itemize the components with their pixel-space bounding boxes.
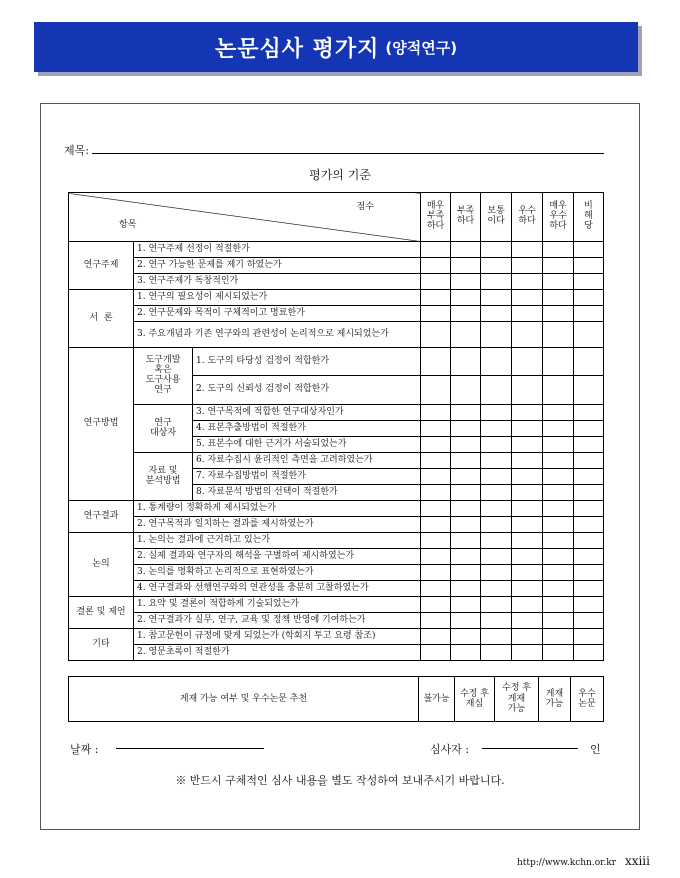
- rating-cell[interactable]: [574, 306, 604, 322]
- criterion-item: 2. 연구문제와 목적이 구체적이고 명료한가: [134, 306, 421, 322]
- rating-cell[interactable]: [421, 597, 451, 613]
- title-label: 제목:: [64, 144, 89, 157]
- rating-cell[interactable]: [512, 485, 543, 501]
- rating-cell[interactable]: [543, 645, 574, 661]
- rating-cell[interactable]: [451, 645, 481, 661]
- rating-cell[interactable]: [481, 533, 512, 549]
- criteria-heading: 평가의 기준: [309, 168, 371, 182]
- criterion-item: 2. 연구 가능한 문제를 제기 하였는가: [134, 258, 421, 274]
- rating-cell[interactable]: [451, 469, 481, 485]
- table-row: [69, 581, 604, 597]
- rating-cell[interactable]: [512, 517, 543, 533]
- rating-cell[interactable]: [451, 597, 481, 613]
- table-row: [69, 290, 604, 306]
- rating-cell[interactable]: [574, 242, 604, 258]
- rating-cell[interactable]: [543, 485, 574, 501]
- rating-cell[interactable]: [481, 437, 512, 453]
- rating-cell[interactable]: [512, 437, 543, 453]
- rating-cell[interactable]: [543, 469, 574, 485]
- criterion-item: 2. 연구목적과 일치하는 결과를 제시하였는가: [134, 517, 421, 533]
- criterion-item: 3. 주요개념과 기존 연구와의 관련성이 논리적으로 제시되었는가: [134, 322, 421, 348]
- rating-cell[interactable]: [512, 405, 543, 421]
- rating-cell[interactable]: [421, 405, 451, 421]
- criterion-item: 1. 연구의 필요성이 제시되었는가: [134, 290, 421, 306]
- criterion-item: 4. 연구결과와 선행연구와의 연관성을 충분히 고찰하였는가: [134, 581, 421, 597]
- rating-cell[interactable]: [421, 274, 451, 290]
- rating-cell[interactable]: [574, 290, 604, 306]
- rating-cell[interactable]: [481, 290, 512, 306]
- rating-cell[interactable]: [481, 629, 512, 645]
- rating-cell[interactable]: [481, 258, 512, 274]
- rating-cell[interactable]: [451, 485, 481, 501]
- recommendation-option[interactable]: 수정 후 게재 가능: [495, 677, 539, 722]
- rating-header: 매우 부족 하다: [421, 193, 451, 242]
- criterion-item: 2. 영문초록이 적절한가: [134, 645, 421, 661]
- rating-cell[interactable]: [421, 242, 451, 258]
- rating-cell[interactable]: [451, 322, 481, 348]
- rating-cell[interactable]: [451, 549, 481, 565]
- rating-cell[interactable]: [481, 613, 512, 629]
- rating-cell[interactable]: [543, 258, 574, 274]
- rating-cell[interactable]: [574, 645, 604, 661]
- title-field[interactable]: [64, 142, 604, 158]
- criterion-item: 1. 도구의 타당성 검정이 적합한가: [193, 348, 421, 376]
- rating-cell[interactable]: [421, 517, 451, 533]
- rating-cell[interactable]: [421, 565, 451, 581]
- subcategory-subjects: 연구 대상자: [134, 405, 193, 453]
- rating-cell[interactable]: [451, 376, 481, 405]
- category-results: 연구결과: [69, 501, 134, 533]
- date-field[interactable]: [70, 741, 98, 757]
- header-diagonal-cell: [69, 193, 421, 242]
- rating-cell[interactable]: [543, 613, 574, 629]
- rating-cell[interactable]: [421, 501, 451, 517]
- rating-cell[interactable]: [421, 613, 451, 629]
- rating-cell[interactable]: [574, 613, 604, 629]
- rating-cell[interactable]: [543, 274, 574, 290]
- table-row: [69, 274, 604, 290]
- rating-cell[interactable]: [574, 258, 604, 274]
- rating-cell[interactable]: [421, 469, 451, 485]
- rating-cell[interactable]: [512, 597, 543, 613]
- criterion-item: 8. 자료분석 방법의 선택이 적절한가: [193, 485, 421, 501]
- rating-cell[interactable]: [421, 322, 451, 348]
- form-banner: [34, 22, 638, 72]
- rating-cell[interactable]: [421, 645, 451, 661]
- rating-cell[interactable]: [574, 485, 604, 501]
- rating-cell[interactable]: [512, 376, 543, 405]
- criterion-item: 5. 표본수에 대한 근거가 서술되었는가: [193, 437, 421, 453]
- rating-cell[interactable]: [543, 565, 574, 581]
- rating-cell[interactable]: [481, 469, 512, 485]
- rating-cell[interactable]: [543, 348, 574, 376]
- rating-cell[interactable]: [451, 453, 481, 469]
- rating-cell[interactable]: [481, 581, 512, 597]
- rating-cell[interactable]: [451, 565, 481, 581]
- recommendation-label: 게재 가능 여부 및 우수논문 추천: [69, 677, 419, 722]
- rating-cell[interactable]: [512, 549, 543, 565]
- category-conclusion: 결론 및 제언: [69, 597, 134, 629]
- rating-cell[interactable]: [451, 613, 481, 629]
- category-methods: 연구방법: [69, 348, 134, 501]
- rating-cell[interactable]: [512, 469, 543, 485]
- rating-cell[interactable]: [512, 581, 543, 597]
- table-row: [69, 549, 604, 565]
- reviewer-input-line[interactable]: [482, 748, 578, 749]
- criterion-item: 7. 자료수집방법이 적절한가: [193, 469, 421, 485]
- recommendation-option[interactable]: 게재 가능: [539, 677, 571, 722]
- recommendation-table: [68, 676, 604, 722]
- rating-cell[interactable]: [543, 322, 574, 348]
- rating-cell[interactable]: [481, 485, 512, 501]
- rating-cell[interactable]: [421, 549, 451, 565]
- rating-cell[interactable]: [512, 645, 543, 661]
- table-row: [69, 405, 604, 421]
- category-research-topic: 연구주제: [69, 242, 134, 290]
- rating-cell[interactable]: [512, 274, 543, 290]
- rating-cell[interactable]: [481, 421, 512, 437]
- rating-cell[interactable]: [421, 421, 451, 437]
- category-introduction: 서 론: [69, 290, 134, 348]
- table-row: [69, 629, 604, 645]
- rating-cell[interactable]: [451, 290, 481, 306]
- rating-cell[interactable]: [481, 242, 512, 258]
- rating-cell[interactable]: [481, 376, 512, 405]
- rating-cell[interactable]: [481, 565, 512, 581]
- rating-cell[interactable]: [451, 533, 481, 549]
- subcategory-instrument: 도구개발 혹은 도구사용 연구: [134, 348, 193, 405]
- rating-cell[interactable]: [451, 437, 481, 453]
- header-items-label: 항목: [119, 220, 137, 231]
- date-input-line[interactable]: [116, 748, 264, 749]
- rating-cell[interactable]: [512, 306, 543, 322]
- rating-cell[interactable]: [574, 549, 604, 565]
- rating-cell[interactable]: [421, 629, 451, 645]
- rating-cell[interactable]: [421, 581, 451, 597]
- rating-cell[interactable]: [543, 376, 574, 405]
- rating-cell[interactable]: [481, 405, 512, 421]
- banner-title: 논문심사 평가지: [214, 36, 380, 62]
- rating-header: 보통 이다: [481, 193, 512, 242]
- page-footer: [517, 854, 650, 868]
- rating-cell[interactable]: [421, 376, 451, 405]
- rating-cell[interactable]: [421, 258, 451, 274]
- table-row: [69, 306, 604, 322]
- rating-cell[interactable]: [421, 437, 451, 453]
- rating-cell[interactable]: [451, 348, 481, 376]
- rating-cell[interactable]: [451, 405, 481, 421]
- rating-cell[interactable]: [543, 242, 574, 258]
- rating-header: 비 해 당: [574, 193, 604, 242]
- rating-cell[interactable]: [481, 645, 512, 661]
- table-row: [69, 453, 604, 469]
- rating-cell[interactable]: [574, 565, 604, 581]
- rating-cell[interactable]: [481, 348, 512, 376]
- reviewer-field[interactable]: [430, 741, 469, 757]
- rating-cell[interactable]: [481, 549, 512, 565]
- instruction-note: ※ 반드시 구체적인 심사 내용을 별도 작성하여 보내주시기 바랍니다.: [175, 774, 505, 787]
- criterion-item: 2. 연구결과가 실무, 연구, 교육 및 정책 반영에 기여하는가: [134, 613, 421, 629]
- criterion-item: 2. 도구의 신뢰성 검정이 적합한가: [193, 376, 421, 405]
- rating-cell[interactable]: [512, 258, 543, 274]
- rating-cell[interactable]: [512, 565, 543, 581]
- rating-cell[interactable]: [512, 322, 543, 348]
- rating-cell[interactable]: [481, 453, 512, 469]
- rating-cell[interactable]: [451, 501, 481, 517]
- rating-cell[interactable]: [481, 306, 512, 322]
- rating-cell[interactable]: [451, 258, 481, 274]
- rating-cell[interactable]: [543, 290, 574, 306]
- rating-cell[interactable]: [451, 629, 481, 645]
- rating-cell[interactable]: [451, 306, 481, 322]
- rating-cell[interactable]: [451, 274, 481, 290]
- rating-cell[interactable]: [481, 501, 512, 517]
- rating-cell[interactable]: [574, 469, 604, 485]
- table-header-row: [69, 193, 604, 242]
- rating-cell[interactable]: [543, 453, 574, 469]
- rating-cell[interactable]: [421, 348, 451, 376]
- rating-cell[interactable]: [543, 533, 574, 549]
- category-other: 기타: [69, 629, 134, 661]
- rating-cell[interactable]: [512, 453, 543, 469]
- rating-cell[interactable]: [574, 629, 604, 645]
- date-label: 날짜 :: [70, 743, 99, 756]
- rating-cell[interactable]: [512, 629, 543, 645]
- rating-cell[interactable]: [543, 306, 574, 322]
- rating-cell[interactable]: [574, 581, 604, 597]
- rating-cell[interactable]: [574, 348, 604, 376]
- criterion-item: 3. 연구주제가 독창적인가: [134, 274, 421, 290]
- rating-cell[interactable]: [451, 242, 481, 258]
- table-row: [69, 348, 604, 376]
- criterion-item: 3. 논의를 명확하고 논리적으로 표현하였는가: [134, 565, 421, 581]
- recommendation-option[interactable]: 우수 논문: [571, 677, 604, 722]
- rating-cell[interactable]: [421, 453, 451, 469]
- rating-cell[interactable]: [512, 290, 543, 306]
- criterion-item: 1. 통계량이 정확하게 제시되었는가: [134, 501, 421, 517]
- category-discussion: 논의: [69, 533, 134, 597]
- footer-url: http://www.kchn.or.kr: [516, 858, 617, 868]
- rating-cell[interactable]: [421, 485, 451, 501]
- recommendation-option[interactable]: 불가능: [419, 677, 455, 722]
- rating-cell[interactable]: [512, 242, 543, 258]
- rating-cell[interactable]: [574, 501, 604, 517]
- table-row: [69, 597, 604, 613]
- rating-cell[interactable]: [574, 597, 604, 613]
- rating-cell[interactable]: [481, 597, 512, 613]
- rating-cell[interactable]: [451, 421, 481, 437]
- rating-cell[interactable]: [512, 501, 543, 517]
- rating-cell[interactable]: [574, 376, 604, 405]
- table-row: [69, 322, 604, 348]
- rating-cell[interactable]: [451, 581, 481, 597]
- criterion-item: 2. 실제 결과와 연구자의 해석을 구별하여 제시하였는가: [134, 549, 421, 565]
- seal-label: 인: [590, 743, 601, 756]
- rating-cell[interactable]: [543, 421, 574, 437]
- rating-cell[interactable]: [512, 533, 543, 549]
- title-input-line[interactable]: [92, 153, 604, 154]
- recommendation-option[interactable]: 수정 후 재심: [455, 677, 495, 722]
- rating-cell[interactable]: [543, 405, 574, 421]
- rating-cell[interactable]: [574, 437, 604, 453]
- criterion-item: 6. 자료수집시 윤리적인 측면을 고려하였는가: [193, 453, 421, 469]
- criterion-item: 1. 참고문헌이 규정에 맞게 되었는가 (학회지 투고 요령 참조): [134, 629, 421, 645]
- rating-cell[interactable]: [451, 517, 481, 533]
- rating-cell[interactable]: [421, 306, 451, 322]
- rating-cell[interactable]: [543, 437, 574, 453]
- rating-cell[interactable]: [421, 290, 451, 306]
- table-row: [69, 533, 604, 549]
- rating-cell[interactable]: [574, 274, 604, 290]
- criterion-item: 1. 요약 및 결론이 적합하게 기술되었는가: [134, 597, 421, 613]
- criterion-item: 4. 표본추출방법이 적절한가: [193, 421, 421, 437]
- evaluation-table: [68, 192, 604, 661]
- rating-cell[interactable]: [574, 405, 604, 421]
- table-row: [69, 501, 604, 517]
- table-row: [69, 613, 604, 629]
- rating-header: 부족 하다: [451, 193, 481, 242]
- table-row: [69, 258, 604, 274]
- criterion-item: 1. 논의는 결과에 근거하고 있는가: [134, 533, 421, 549]
- table-row: [69, 645, 604, 661]
- table-row: [69, 517, 604, 533]
- rating-cell[interactable]: [512, 421, 543, 437]
- rating-cell[interactable]: [574, 322, 604, 348]
- rating-cell[interactable]: [543, 501, 574, 517]
- rating-cell[interactable]: [543, 549, 574, 565]
- rating-cell[interactable]: [512, 348, 543, 376]
- page-number: xxiii: [624, 854, 650, 868]
- rating-cell[interactable]: [543, 629, 574, 645]
- criterion-item: 3. 연구목적에 적합한 연구대상자인가: [193, 405, 421, 421]
- criterion-item: 1. 연구주제 선정이 적절한가: [134, 242, 421, 258]
- rating-cell[interactable]: [574, 453, 604, 469]
- rating-header: 매우 우수 하다: [543, 193, 574, 242]
- header-score-label: 점수: [356, 202, 375, 212]
- rating-cell[interactable]: [543, 581, 574, 597]
- rating-cell[interactable]: [574, 421, 604, 437]
- table-row: [69, 242, 604, 258]
- rating-cell[interactable]: [543, 517, 574, 533]
- rating-cell[interactable]: [574, 517, 604, 533]
- subcategory-data-analysis: 자료 및 분석방법: [134, 453, 193, 501]
- rating-cell[interactable]: [481, 274, 512, 290]
- rating-header: 우수 하다: [512, 193, 543, 242]
- rating-cell[interactable]: [574, 533, 604, 549]
- rating-cell[interactable]: [481, 517, 512, 533]
- reviewer-label: 심사자 :: [430, 743, 470, 756]
- rating-cell[interactable]: [543, 597, 574, 613]
- rating-cell[interactable]: [481, 322, 512, 348]
- rating-cell[interactable]: [512, 613, 543, 629]
- banner-subtitle: (양적연구): [385, 38, 458, 57]
- rating-cell[interactable]: [421, 533, 451, 549]
- table-row: [69, 565, 604, 581]
